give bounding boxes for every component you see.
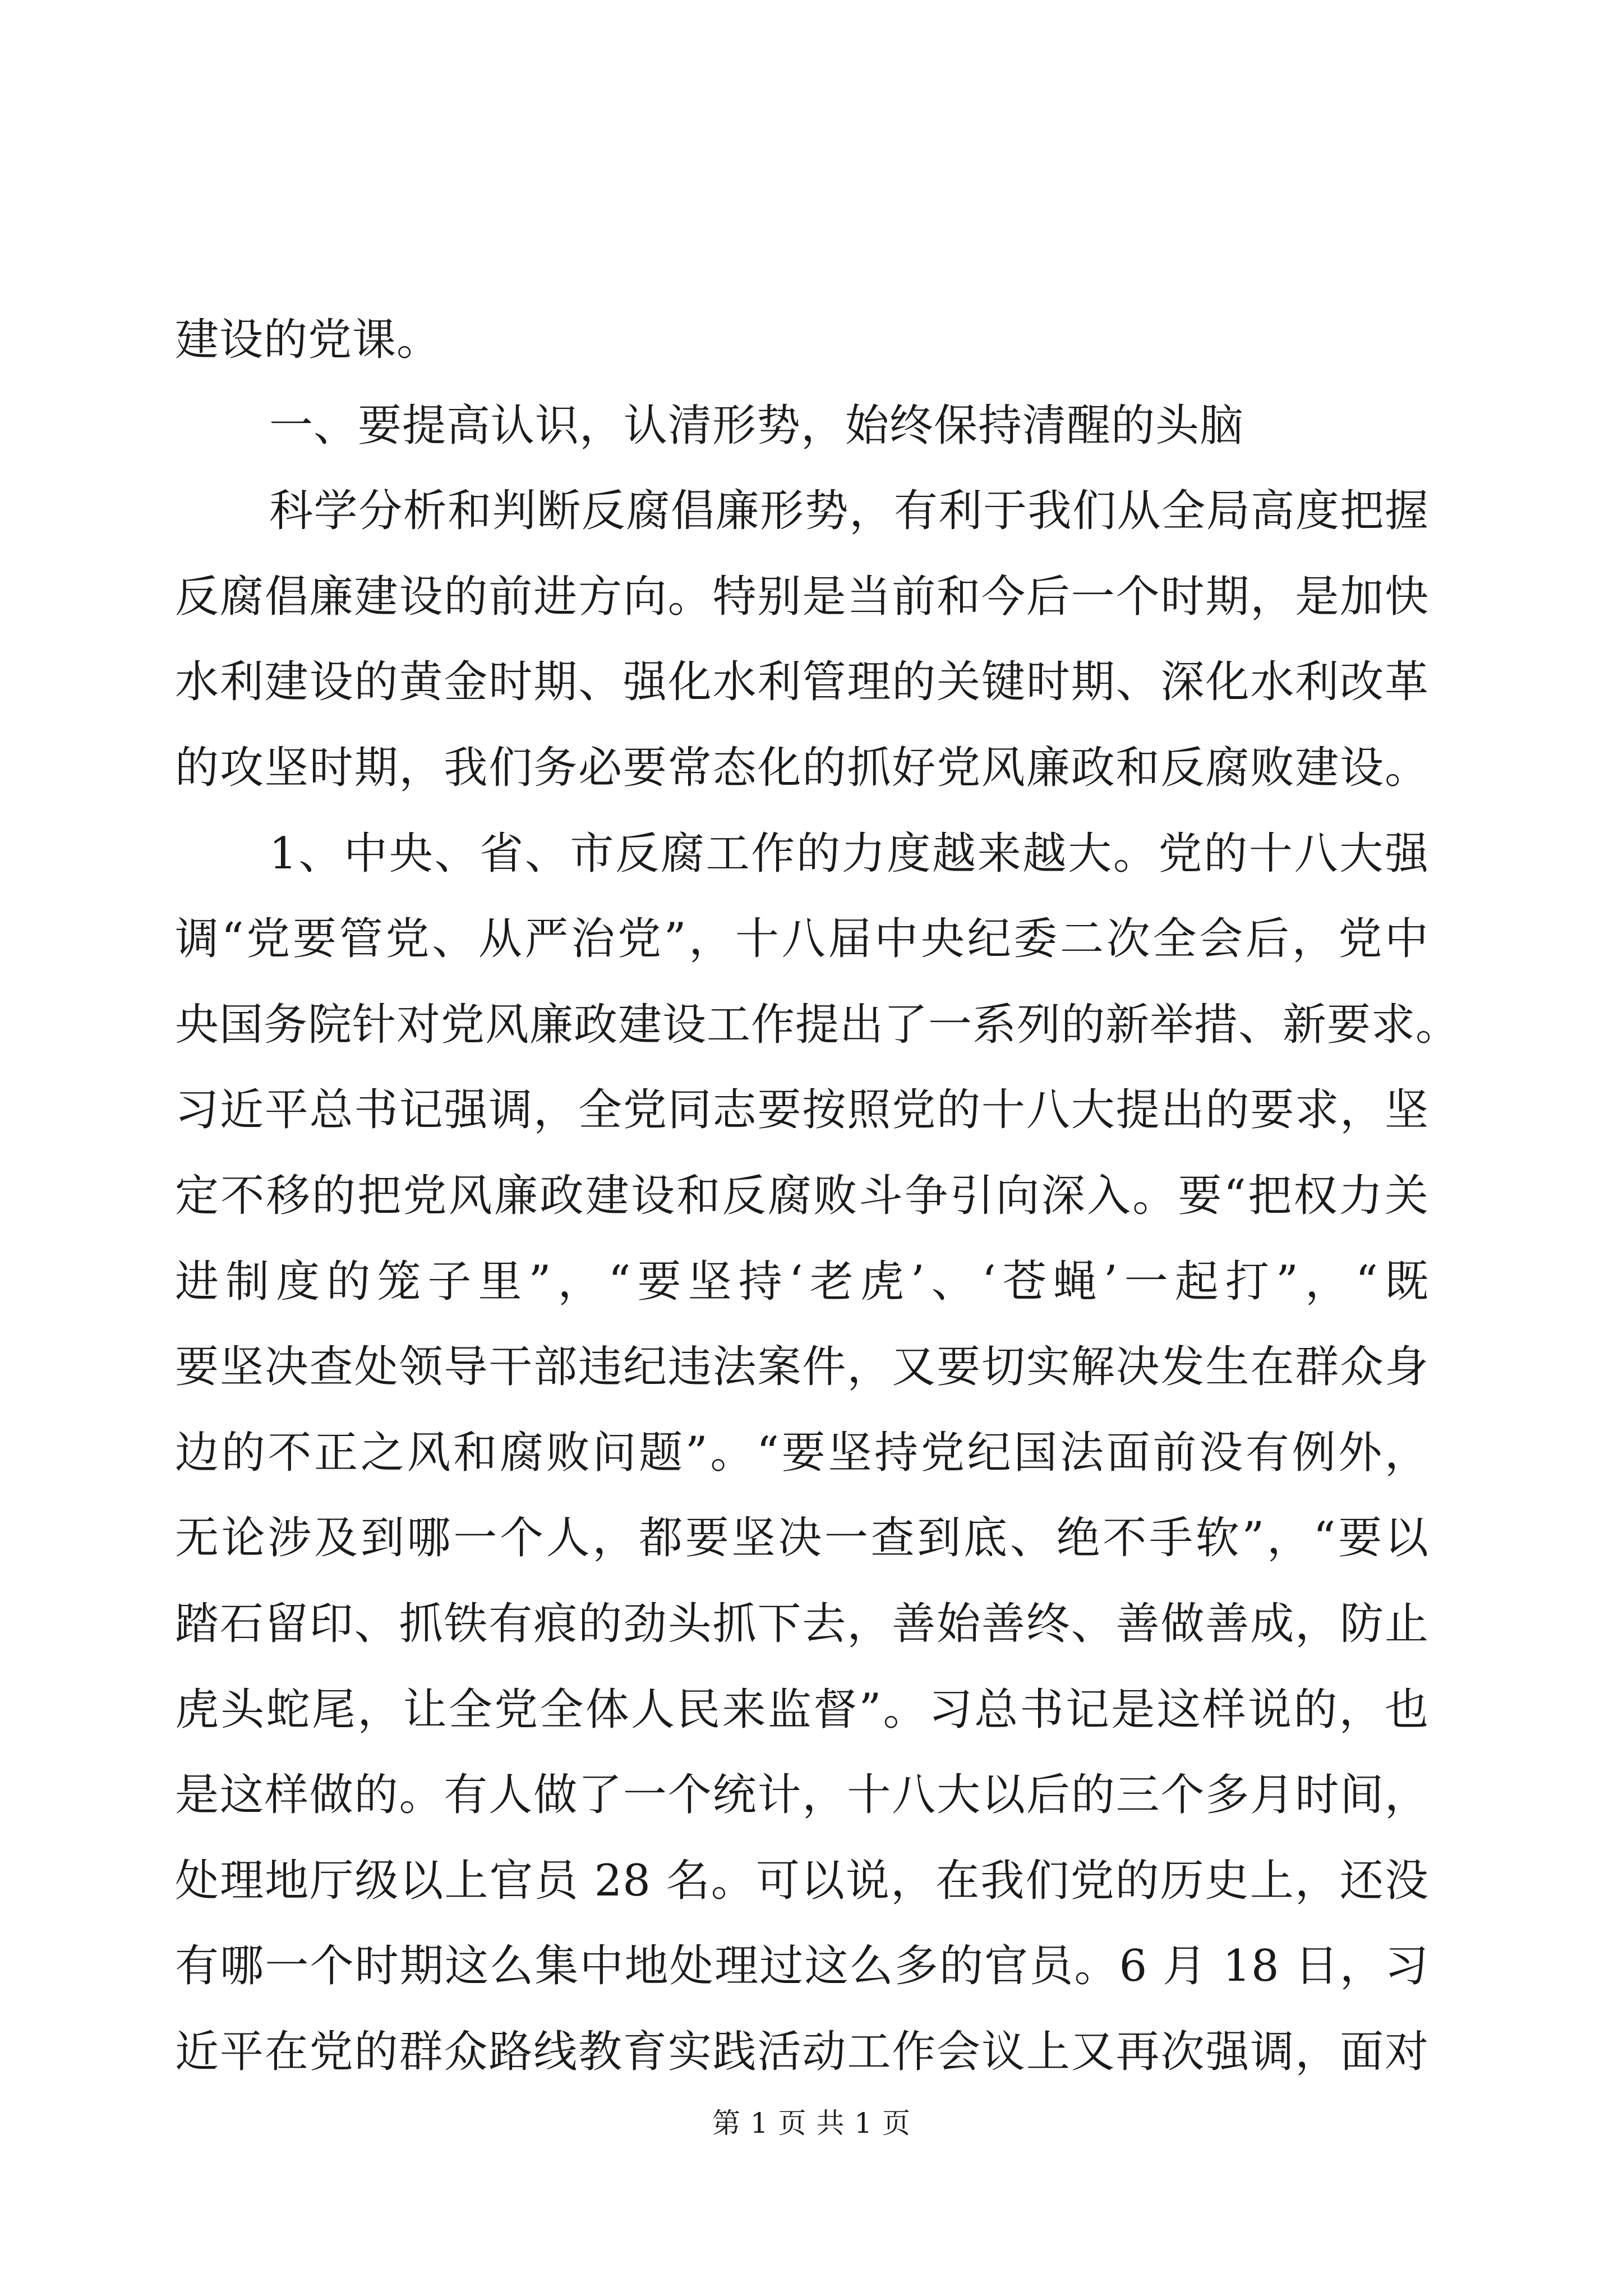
page-number-label: 第 1 页 共 1 页: [712, 2107, 911, 2139]
text-line: 的攻坚时期，我们务必要常态化的抓好党风廉政和反腐败建设。: [175, 742, 1429, 793]
text-line: 反腐倡廉建设的前进方向。特别是当前和今后一个时期，是加快: [175, 571, 1429, 622]
text-line: 进制度的笼子里”，“要坚持‘老虎’、‘苍蝇’一起打”，“既: [175, 1256, 1429, 1307]
text-line: 习近平总书记强调，全党同志要按照党的十八大提出的要求，坚: [175, 1085, 1429, 1136]
text-line: 踏石留印、抓铁有痕的劲头抓下去，善始善终、善做善成，防止: [175, 1598, 1429, 1649]
text-line: 1、中央、省、市反腐工作的力度越来越大。党的十八大强: [269, 828, 1429, 879]
text-line: 是这样做的。有人做了一个统计，十八大以后的三个多月时间，: [175, 1770, 1429, 1821]
text-line: 处理地厅级以上官员 28 名。可以说，在我们党的历史上，还没: [175, 1855, 1429, 1906]
text-line: 边的不正之风和腐败问题”。“要坚持党纪国法面前没有例外，: [175, 1427, 1429, 1478]
text-line: 近平在党的群众路线教育实践活动工作会议上又再次强调，面对: [175, 2026, 1429, 2077]
text-line: 央国务院针对党风廉政建设工作提出了一系列的新举措、新要求。: [175, 999, 1460, 1050]
text-line: 定不移的把党风廉政建设和反腐败斗争引向深入。要“把权力关: [175, 1170, 1429, 1221]
text-line: 水利建设的黄金时期、强化水利管理的关键时期、深化水利改革: [175, 657, 1429, 708]
text-line: 有哪一个时期这么集中地处理过这么多的官员。6 月 18 日，习: [175, 1941, 1429, 1992]
text-line: 调“党要管党、从严治党”，十八届中央纪委二次全会后，党中: [175, 914, 1429, 965]
text-line: 建设的党课。: [175, 315, 441, 365]
page-footer: [0, 2106, 1623, 2140]
document-body: [175, 297, 1460, 2095]
text-line: 科学分析和判断反腐倡廉形势，有利于我们从全局高度把握: [269, 486, 1429, 537]
text-line: 无论涉及到哪一个人，都要坚决一查到底、绝不手软”，“要以: [175, 1513, 1429, 1564]
text-line: 要坚决查处领导干部违纪违法案件，又要切实解决发生在群众身: [175, 1342, 1429, 1393]
section-heading: 一、要提高认识，认清形势，始终保持清醒的头脑: [269, 400, 1244, 451]
text-line: 虎头蛇尾，让全党全体人民来监督”。习总书记是这样说的，也: [175, 1684, 1429, 1735]
